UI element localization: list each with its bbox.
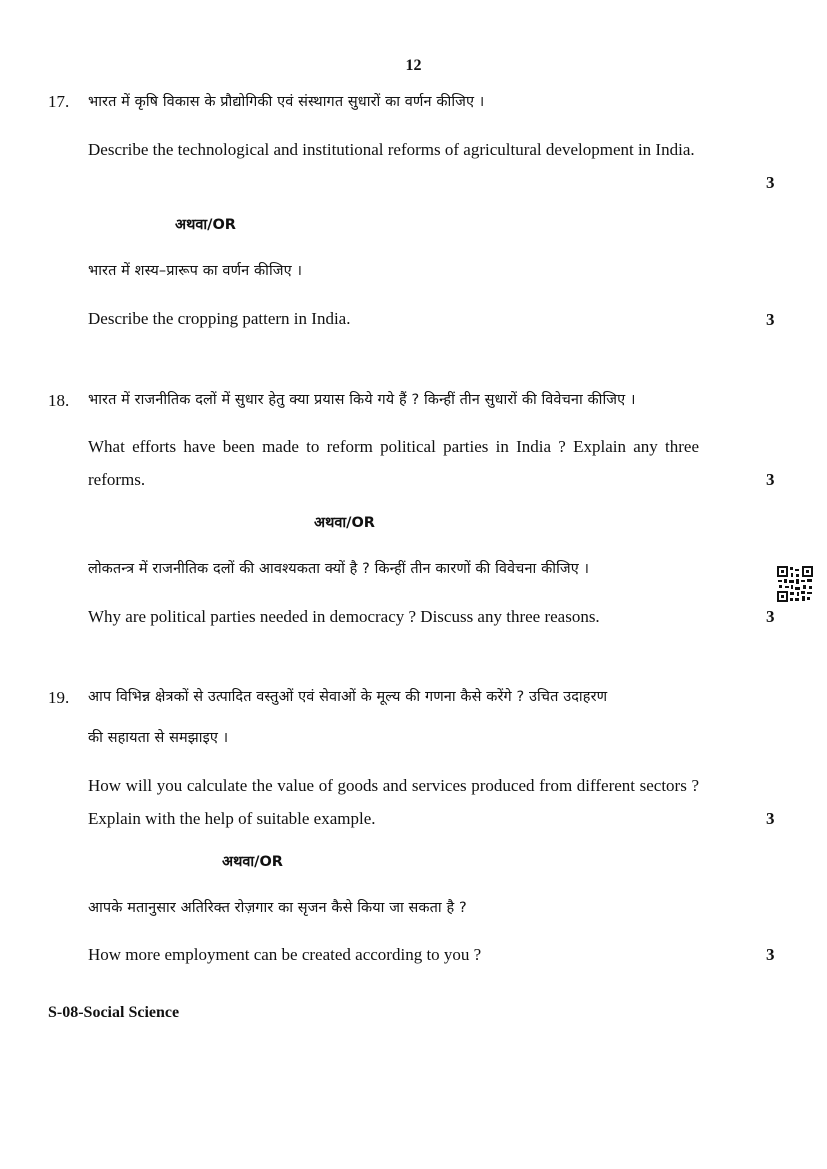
question-18-marks: 3	[766, 470, 775, 489]
question-19-alt-hindi: आपके मतानुसार अतिरिक्त रोज़गार का सृजन कैसे किया जा सकता है ?	[88, 900, 467, 916]
question-18-english: What efforts have been made to reform political parties in India ? Explain any three reforms.	[88, 437, 699, 489]
question-18-hindi: भारत में राजनीतिक दलों में सुधार हेतु क्या प्रयास किये गये हैं ? किन्हीं तीन सुधारों की विवेचना कीजिए ।	[88, 392, 636, 408]
question-19-alt-marks: 3	[766, 945, 775, 964]
question-17-or	[175, 214, 236, 234]
question-17-marks: 3	[766, 173, 775, 192]
question-18-alt-hindi: लोकतन्त्र में राजनीतिक दलों की आवश्यकता क्यों है ? किन्हीं तीन कारणों की विवेचना कीजिए ।	[88, 561, 590, 577]
question-19-hindi-line2: की सहायता से समझाइए ।	[88, 730, 229, 746]
question-17-alt-hindi: भारत में शस्य–प्रारूप का वर्णन कीजिए ।	[88, 263, 303, 279]
question-19-or	[222, 851, 283, 871]
question-17-number: 17.	[48, 92, 70, 111]
question-18-number: 18.	[48, 391, 70, 410]
or-label: अथवा/OR	[314, 515, 375, 531]
or-label: अथवा/OR	[175, 217, 236, 233]
question-18-alt-english: Why are political parties needed in democracy ? Discuss any three reasons.	[88, 607, 600, 626]
question-18-alt-marks: 3	[766, 607, 775, 626]
question-17-english: Describe the technological and institutional reforms of agricultural development in India.	[88, 140, 695, 159]
question-17-alt-english: Describe the cropping pattern in India.	[88, 309, 351, 328]
question-19-number: 19.	[48, 688, 70, 707]
question-19-hindi-line1: आप विभिन्न क्षेत्रकों से उत्पादित वस्तुओं एवं सेवाओं के मूल्य की गणना कैसे करेंगे ? उचित उदाहरण	[88, 689, 608, 705]
question-19-english: How will you calculate the value of goods and services produced from different sectors ? Explain with the help of suitable example.	[88, 776, 699, 828]
or-label: अथवा/OR	[222, 854, 283, 870]
question-19-marks: 3	[766, 809, 775, 828]
question-18-or	[314, 512, 375, 532]
question-17-hindi: भारत में कृषि विकास के प्रौद्योगिकी एवं संस्थागत सुधारों का वर्णन कीजिए ।	[88, 94, 485, 110]
question-19-alt-english: How more employment can be created according to you ?	[88, 945, 482, 964]
page-number: 12	[405, 57, 422, 74]
footer-subject-code: S-08-Social Science	[48, 1004, 180, 1021]
question-17-alt-marks: 3	[766, 310, 775, 329]
qr-code-icon	[776, 565, 814, 603]
